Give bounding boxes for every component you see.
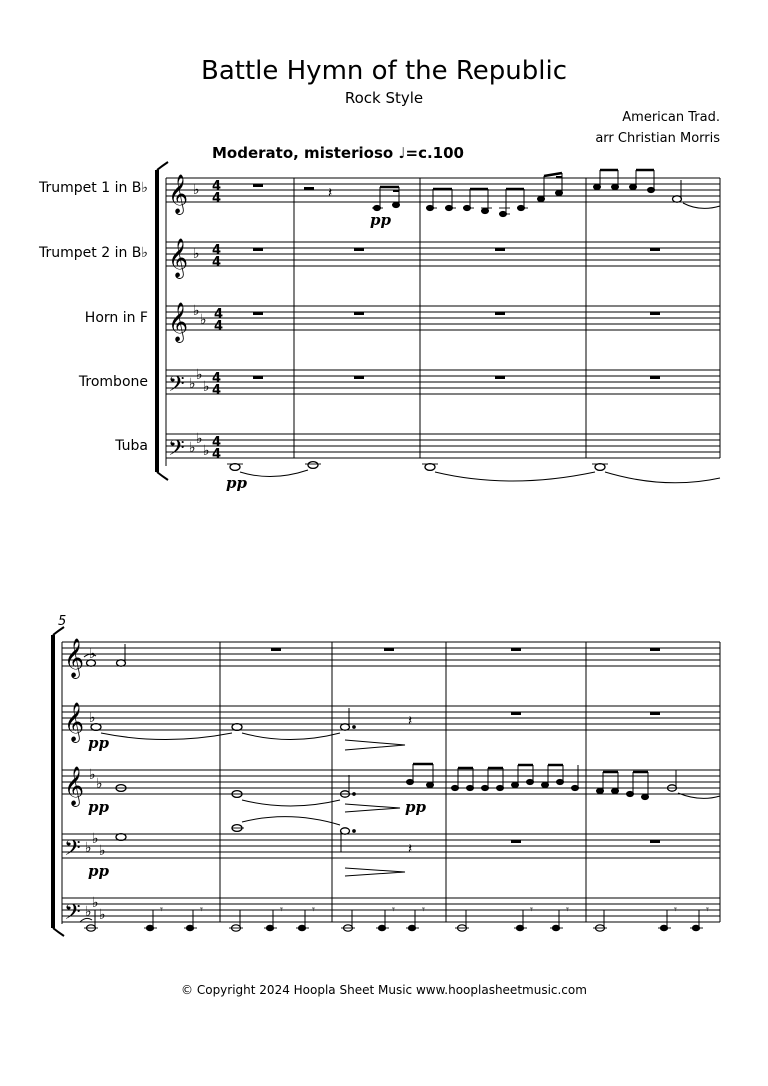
dynamic-marking: pp xyxy=(88,862,109,880)
treble-clef-icon: 𝄞 xyxy=(64,702,85,742)
whole-rest xyxy=(511,840,521,843)
clefs-system-1 xyxy=(168,174,188,466)
eighth-rest-icon: 𝄾 xyxy=(392,903,395,916)
bass-clef-icon: 𝄢 xyxy=(168,436,185,466)
whole-rest xyxy=(495,312,505,315)
flat-icon: ♭ xyxy=(92,831,99,847)
flat-icon: ♭ xyxy=(193,246,200,262)
dynamic-marking: pp xyxy=(405,798,426,816)
system-2 xyxy=(53,627,720,936)
quarter-note-icon: ♩ xyxy=(398,144,406,162)
tempo-text: Moderato, misterioso xyxy=(212,144,394,162)
decrescendo-hairpin xyxy=(345,868,405,876)
flat-icon: ♭ xyxy=(200,312,207,328)
whole-rest xyxy=(253,312,263,315)
treble-clef-icon: 𝄞 xyxy=(168,302,189,342)
tempo-value: =c.100 xyxy=(405,144,464,162)
dynamic-marking: pp xyxy=(88,734,109,752)
system-1 xyxy=(157,162,720,480)
treble-clef-icon: 𝄞 xyxy=(64,766,85,806)
flat-icon: ♭ xyxy=(203,443,210,459)
whole-rest xyxy=(650,712,660,715)
time-sig-top: 4 xyxy=(214,307,224,322)
eighth-rest-icon: 𝄾 xyxy=(312,903,315,916)
flat-icon: ♭ xyxy=(85,840,92,856)
measure-number: 5 xyxy=(58,614,67,629)
key-signatures-system-1 xyxy=(189,182,210,459)
eighth-rest-icon: 𝄾 xyxy=(566,903,569,916)
eighth-rest-icon: 𝄾 xyxy=(674,903,677,916)
treble-clef-icon: 𝄞 xyxy=(64,638,85,678)
whole-rest xyxy=(354,248,364,251)
staff-trombone xyxy=(166,370,720,394)
notes-system-2 xyxy=(84,644,720,852)
flat-icon: ♭ xyxy=(96,776,103,792)
eighth-rest-icon: 𝄾 xyxy=(160,903,163,916)
clefs-system-2 xyxy=(64,638,84,930)
flat-icon: ♭ xyxy=(89,710,96,726)
half-rest xyxy=(304,187,314,190)
arranger-credit: arr Christian Morris xyxy=(595,131,720,146)
flat-icon: ♭ xyxy=(193,182,200,198)
eighth-rest-icon: 𝄾 xyxy=(200,903,203,916)
instrument-name-trombone: Trombone xyxy=(78,374,148,390)
quarter-rest-icon: 𝄽 xyxy=(328,185,333,201)
page-title: Battle Hymn of the Republic xyxy=(200,56,568,86)
time-sig-top: 4 xyxy=(212,243,222,258)
whole-rest xyxy=(650,840,660,843)
composer-credit: American Trad. xyxy=(622,110,720,125)
staff-trumpet-2-sys2 xyxy=(62,706,720,730)
dynamic-marking: pp xyxy=(226,474,247,492)
flat-icon: ♭ xyxy=(99,907,106,923)
page-subtitle: Rock Style xyxy=(344,89,424,107)
instrument-name-trumpet-1: Trumpet 1 in B♭ xyxy=(39,180,148,196)
decrescendo-hairpin xyxy=(345,804,400,812)
trumpet-1-notes xyxy=(372,170,720,217)
eighth-rest-icon: 𝄾 xyxy=(706,903,709,916)
whole-rest xyxy=(384,648,394,651)
whole-rest xyxy=(511,648,521,651)
whole-rest xyxy=(495,376,505,379)
quarter-rest-icon: 𝄽 xyxy=(408,841,413,857)
flat-icon: ♭ xyxy=(189,440,196,456)
bass-clef-icon: 𝄢 xyxy=(168,372,185,402)
staff-trombone-sys2 xyxy=(62,834,720,858)
time-sig-bottom: 4 xyxy=(212,447,222,462)
whole-rest xyxy=(650,312,660,315)
flat-icon: ♭ xyxy=(89,646,96,662)
bass-clef-icon: 𝄢 xyxy=(64,900,81,930)
instrument-name-tuba: Tuba xyxy=(115,438,148,454)
decrescendo-hairpins xyxy=(345,740,405,876)
eighth-rest-icon: 𝄾 xyxy=(422,903,425,916)
whole-rest xyxy=(253,184,263,187)
eighth-rest-icon: 𝄾 xyxy=(530,903,533,916)
flat-icon: ♭ xyxy=(189,376,196,392)
eighth-rest-icon: 𝄾 xyxy=(280,903,283,916)
treble-clef-icon: 𝄞 xyxy=(168,238,189,278)
whole-rest xyxy=(253,376,263,379)
flat-icon: ♭ xyxy=(92,895,99,911)
flat-icon: ♭ xyxy=(203,379,210,395)
time-sig-top: 4 xyxy=(212,179,222,194)
time-signatures xyxy=(212,179,223,462)
staff-horn-sys2 xyxy=(62,770,720,794)
whole-rest xyxy=(354,312,364,315)
time-sig-bottom: 4 xyxy=(214,319,224,334)
flat-icon: ♭ xyxy=(193,303,200,319)
decrescendo-hairpin xyxy=(345,740,405,750)
whole-rest xyxy=(354,376,364,379)
flat-icon: ♭ xyxy=(196,431,203,447)
instrument-name-horn: Horn in F xyxy=(84,310,148,326)
dynamic-marking: pp xyxy=(370,211,391,229)
quarter-rest-icon: 𝄽 xyxy=(408,713,413,729)
time-sig-bottom: 4 xyxy=(212,191,222,206)
time-sig-bottom: 4 xyxy=(212,383,222,398)
flat-icon: ♭ xyxy=(196,367,203,383)
staff-trumpet-1-sys2 xyxy=(62,642,720,666)
flat-icon: ♭ xyxy=(99,843,106,859)
whole-rest xyxy=(650,648,660,651)
flat-icon: ♭ xyxy=(89,767,96,783)
dynamic-marking: pp xyxy=(88,798,109,816)
whole-rest xyxy=(511,712,521,715)
whole-rest xyxy=(650,248,660,251)
whole-rest xyxy=(253,248,263,251)
time-sig-top: 4 xyxy=(212,435,222,450)
time-sig-bottom: 4 xyxy=(212,255,222,270)
whole-rest xyxy=(650,376,660,379)
bass-clef-icon: 𝄢 xyxy=(64,836,81,866)
staff-tuba xyxy=(166,434,720,458)
staff-horn xyxy=(166,306,720,330)
rests-system-2 xyxy=(271,648,660,843)
whole-rest xyxy=(271,648,281,651)
time-sig-top: 4 xyxy=(212,371,222,386)
treble-clef-icon: 𝄞 xyxy=(168,174,189,214)
tuba-notes-system-1 xyxy=(227,462,720,483)
key-signatures-system-2 xyxy=(85,646,106,923)
rests-system-1 xyxy=(253,184,660,379)
copyright-footer: © Copyright 2024 Hoopla Sheet Music www.hooplasheetmusic.com xyxy=(181,983,587,997)
whole-rest xyxy=(495,248,505,251)
flat-icon: ♭ xyxy=(85,904,92,920)
staff-trumpet-2 xyxy=(166,242,720,266)
instrument-name-trumpet-2: Trumpet 2 in B♭ xyxy=(39,245,148,261)
